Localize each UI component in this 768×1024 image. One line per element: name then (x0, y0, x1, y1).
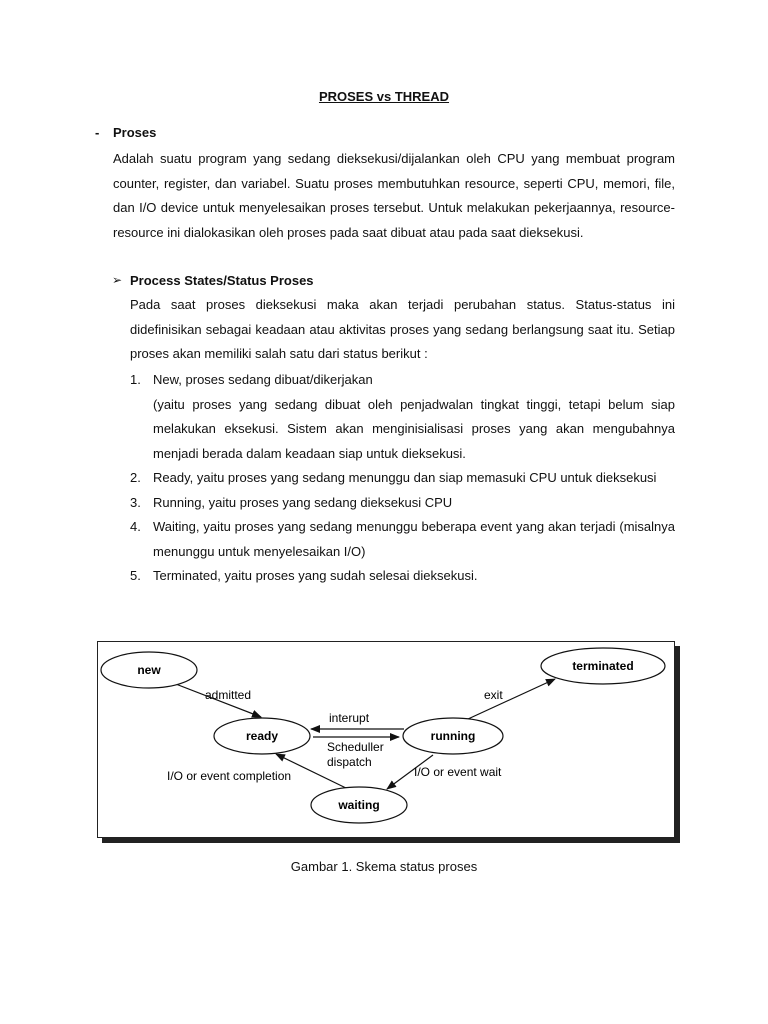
subsection-heading: Process States/Status Proses (130, 273, 314, 288)
list-item-number: 5. (130, 568, 141, 583)
list-item-number: 1. (130, 372, 141, 387)
state-ready-label: ready (245, 729, 279, 743)
edge-running-terminated (468, 679, 555, 719)
label-io-wait: I/O or event wait (414, 765, 502, 779)
state-running-label: running (430, 729, 476, 743)
label-io-completion: I/O or event completion (167, 769, 292, 783)
list-item-text: New, proses sedang dibuat/dikerjakan (153, 372, 373, 387)
state-new-label: new (137, 663, 161, 677)
list-item (130, 564, 675, 589)
list-item-number: 4. (130, 519, 141, 534)
state-diagram-svg (98, 642, 674, 837)
list-item (130, 368, 675, 466)
page-title: PROSES vs THREAD (318, 89, 450, 104)
list-item-number: 2. (130, 470, 141, 485)
list-item (130, 491, 675, 516)
figure-caption: Gambar 1. Skema status proses (290, 859, 478, 874)
section-bullet: - (95, 125, 100, 140)
list-item-number: 3. (130, 494, 141, 510)
section-heading: Proses (113, 125, 157, 140)
label-exit: exit (484, 688, 503, 702)
label-admitted: admitted (205, 688, 252, 702)
list-item-text: Terminated, yaitu proses yang sudah selesai dieksekusi. (153, 568, 478, 583)
status-list (130, 368, 675, 589)
state-waiting-label: waiting (338, 798, 380, 812)
section-paragraph: Adalah suatu program yang sedang dieksekusi/dijalankan oleh CPU yang membuat program counter, register, dan variabel. Suatu proses membutuhkan resource, seperti CPU, memori, file, dan I/O device untuk menyelesaikan proses tersebut. Untuk melakukan pekerjaannya, resource-resource ini dialokasikan oleh proses pada saat dibuat atau pada saat dieksekusi. (113, 151, 675, 240)
list-item (130, 466, 675, 491)
subsection-bullet-icon: ➢ (112, 273, 123, 287)
list-item-text: Running, yaitu proses yang sedang dieksekusi CPU (153, 494, 453, 510)
list-item-text: Ready, yaitu proses yang sedang menunggu dan siap memasuki CPU untuk dieksekusi (153, 470, 657, 485)
label-interupt: interupt (329, 711, 370, 725)
state-terminated-label: terminated (572, 659, 634, 673)
process-state-diagram (97, 641, 675, 838)
subsection-paragraph: Pada saat proses dieksekusi maka akan terjadi perubahan status. Status-status ini didefinisikan sebagai keadaan atau aktivitas proses yang sedang berlangsung saat itu. Setiap proses akan memiliki salah satu dari status berikut : (130, 297, 675, 361)
list-item-detail: (yaitu proses yang sedang dibuat oleh penjadwalan tingkat tinggi, tetapi belum siap melakukan eksekusi. Sistem akan menginisialisasi proses yang akan mengubahnya menjadi berada dalam keadaan siap untuk dieksekusi. (153, 396, 675, 461)
label-dispatch: dispatch (327, 755, 372, 769)
label-scheduller: Scheduller (327, 740, 384, 754)
list-item-text: Waiting, yaitu proses yang sedang menunggu beberapa event yang akan terjadi (misalnya menunggu untuk menyelesaikan I/O) (153, 519, 675, 559)
list-item (130, 515, 675, 564)
